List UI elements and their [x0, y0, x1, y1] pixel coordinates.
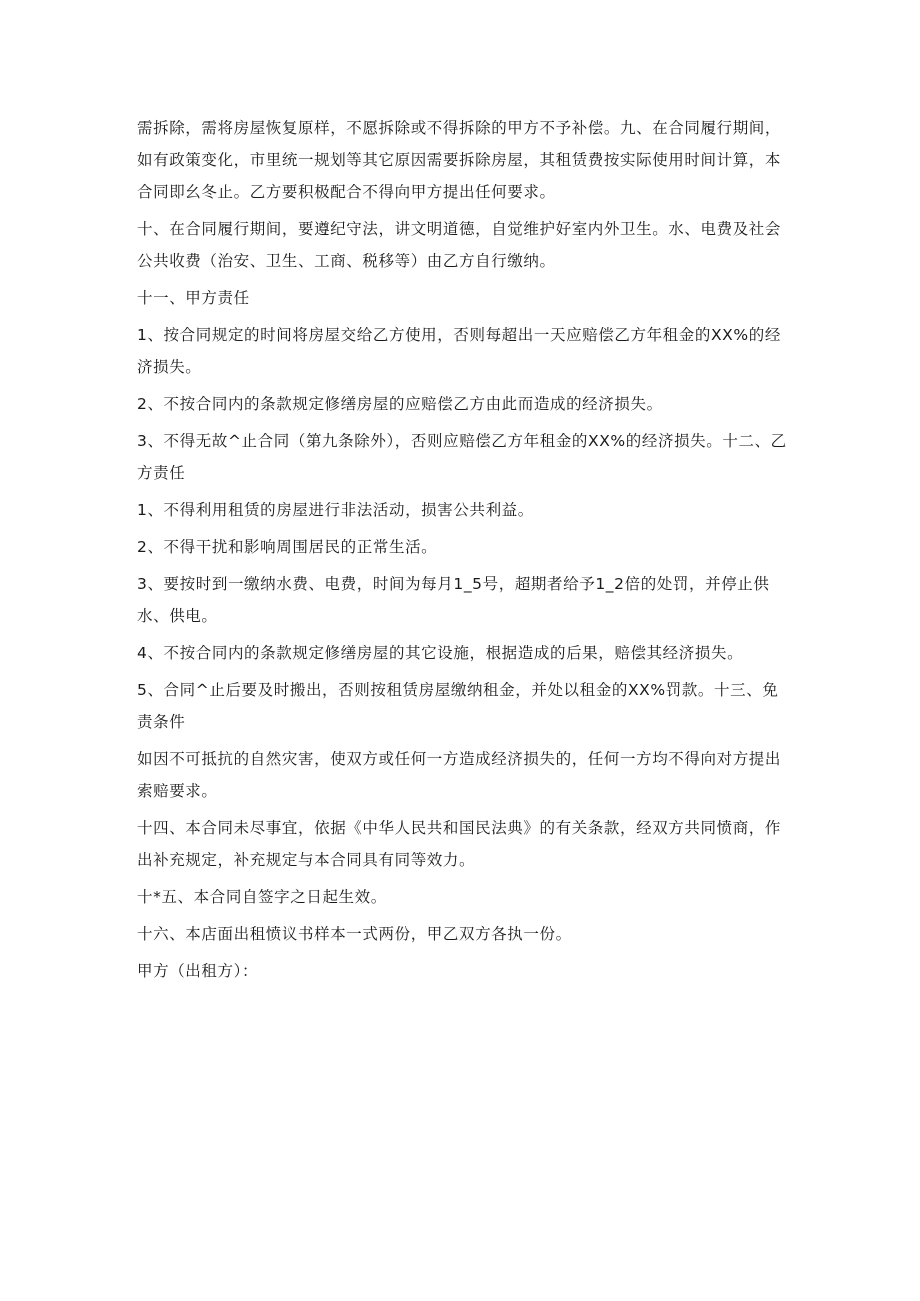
paragraph-clause-11-item-1: 1、按合同规定的时间将房屋交给乙方使用，否则每超出一天应赔偿乙方年租金的XX%的经济损失。 — [137, 326, 781, 376]
paragraph-clause-12-item-5: 5、合同^止后要及时搬出，否则按租赁房屋缴纳租金，并处以租金的XX%罚款。十三、免责条件 — [137, 681, 779, 731]
paragraph-clause-13: 如因不可抵抗的自然灾害，使双方或任何一方造成经济损失的，任何一方均不得向对方提出索赔要求。 — [137, 750, 782, 800]
paragraph-clause-14: 十四、本合同未尽事宜，依据《中华人民共和国民法典》的有关条款，经双方共同愤商，作出补充规定，补充规定与本合同具有同等效力。 — [137, 819, 782, 869]
heading-clause-11: 十一、甲方责任 — [137, 289, 250, 307]
document-body — [137, 112, 787, 992]
paragraph-clause-12-item-3: 3、要按时到一缴纳水费、电费，时间为每月1_5号，超期者给予1_2倍的处罚，并停止供水、供电。 — [137, 575, 770, 625]
paragraph-clause-12-item-1: 1、不得利用租赁的房屋进行非法活动，损害公共利益。 — [137, 501, 534, 519]
paragraph-clause-10: 十、在合同履行期间，要遵纪守法，讲文明道德，自觉维护好室内外卫生。水、电费及社会公共收费（治安、卫生、工商、税移等）由乙方自行缴纳。 — [137, 220, 782, 270]
paragraph-demolition-clause: 需拆除，需将房屋恢复原样，不愿拆除或不得拆除的甲方不予补偿。九、在合同履行期间，如有政策变化，市里统一规划等其它原因需要拆除房屋，其租赁费按实际使用时间计算，本合同即幺冬止。乙方要积极配合不得向甲方提出任何要求。 — [137, 119, 782, 201]
paragraph-clause-12-item-4: 4、不按合同内的条款规定修缮房屋的其它设施，根据造成的后果，赔偿其经济损失。 — [137, 644, 744, 662]
paragraph-clause-11-item-2: 2、不按合同内的条款规定修缮房屋的应赔偿乙方由此而造成的经济损失。 — [137, 395, 663, 413]
paragraph-clause-16: 十六、本店面出租愤议书样本一式两份，甲乙双方各执一份。 — [137, 925, 572, 943]
party-a-signature-label: 甲方（出租方）： — [137, 962, 259, 980]
paragraph-clause-11-item-3: 3、不得无故^止合同（第九条除外），否则应赔偿乙方年租金的XX%的经济损失。十二、乙方责任 — [137, 432, 787, 482]
paragraph-clause-15: 十*五、本合同自签字之日起生效。 — [137, 888, 387, 906]
paragraph-clause-12-item-2: 2、不得干扰和影响周围居民的正常生活。 — [137, 538, 438, 556]
